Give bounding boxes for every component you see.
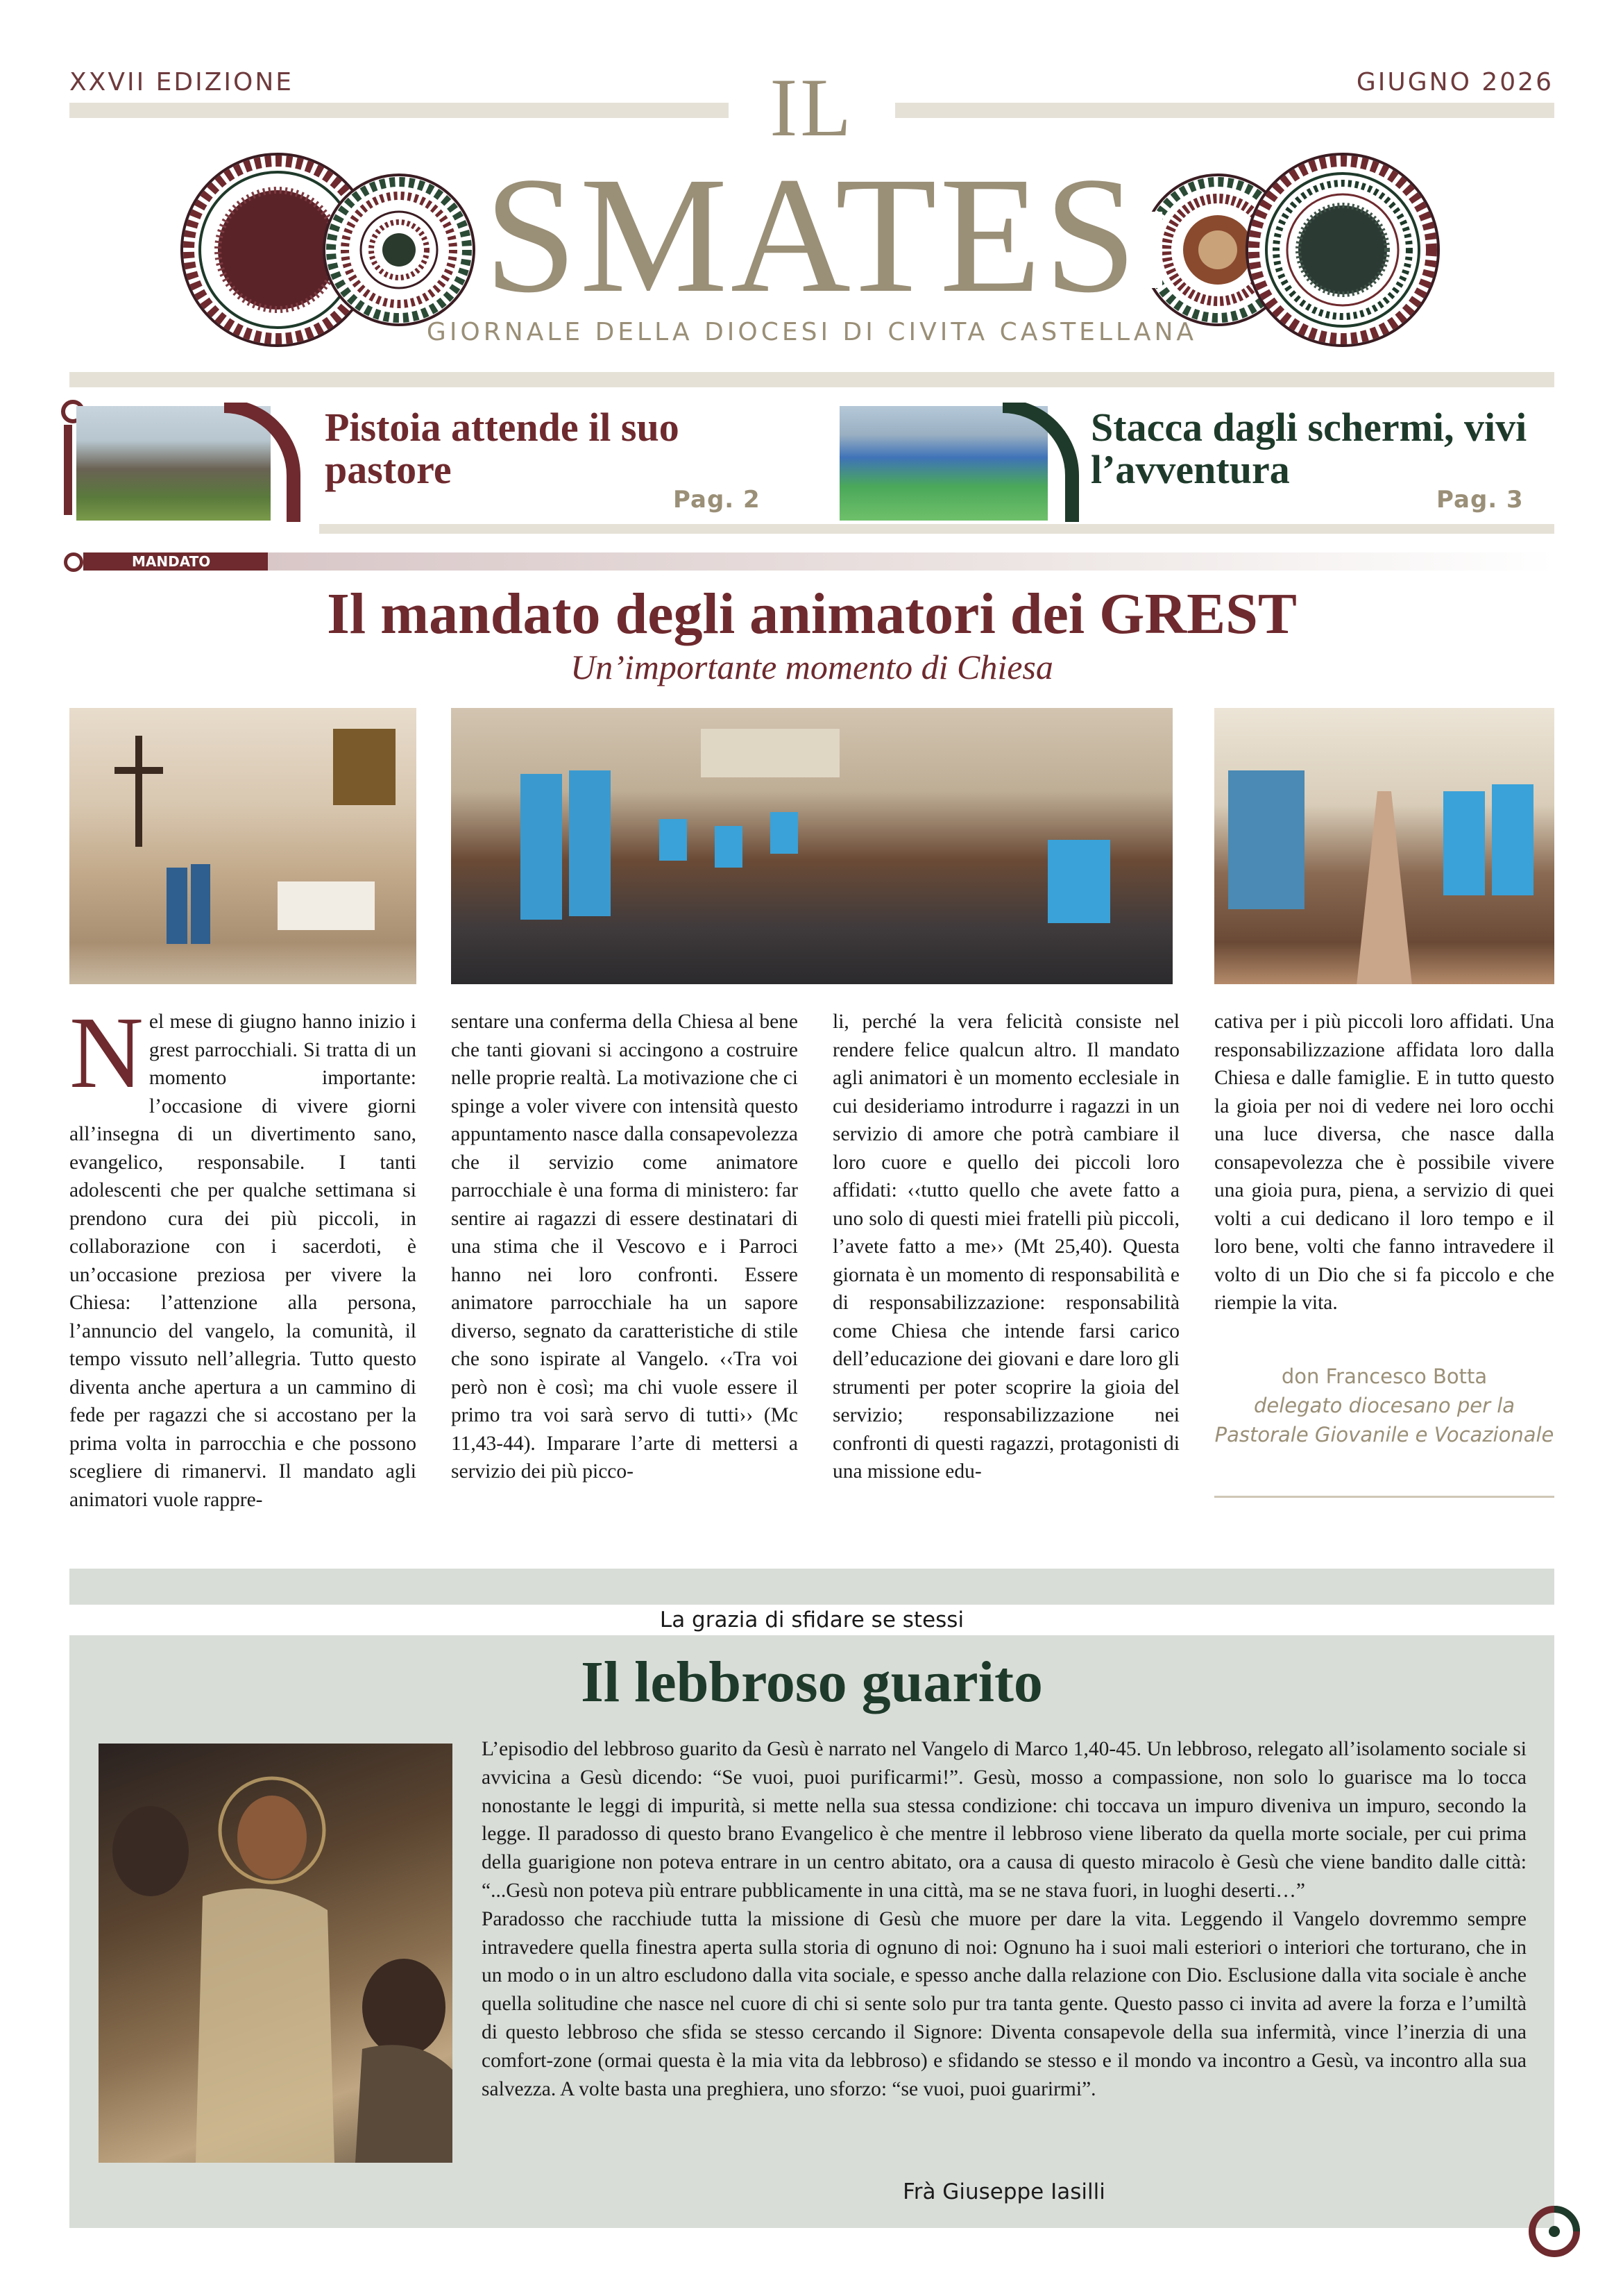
section-bullet-icon [64, 552, 83, 572]
teaser-arc-decoration [999, 403, 1082, 524]
author-role-line-1: delegato diocesano per la [1253, 1394, 1515, 1417]
masthead-bottom-band [69, 372, 1554, 387]
teaser-title: Stacca dagli schermi, vivi l’avventura [1091, 405, 1527, 492]
teaser-title: Pistoia attende il suo pastore [325, 405, 679, 492]
painting-jesus-leper [99, 1744, 452, 2163]
story-kicker: La grazia di sfidare se stessi [69, 1605, 1554, 1635]
masthead-subtitle: GIORNALE DELLA DIOCESI DI CIVITA CASTELLANA [426, 318, 1198, 346]
masthead-title: SMATES [484, 142, 1140, 327]
author-name: don Francesco Botta [1281, 1365, 1488, 1388]
story-paragraph: L’episodio del lebbroso guarito da Gesù è narrato nel Vangelo di Marco 1,40-45. Un lebbroso, relegato all’isolamento sociale si avvicina a Gesù dicendo: “Se vuoi, puoi purificarmi!”. Gesù, mosso a compassione, non solo lo guarisce ma lo tocca nonostante le leggi di impurità, si mette nella sua stessa condizione: chi toccava un impuro diveniva un impuro, secondo la legge. Il paradosso di questo brano Evangelico è che mentre il lebbroso viene liberato da quella morte sociale, per cui prima della guarigione non poteva entrare in un centro abitato, ora a causa di questo miracolo è Gesù che viene bandito dalle città: “...Gesù non poteva più entrare pubblicamente in una città, ma se ne stava fuori, in luoghi deserti…” [482, 1738, 1527, 1902]
masthead-band-right [895, 103, 1554, 118]
article-column-3: li, perché la vera felicità consiste nel rendere felice qualcun altro. Il mandato agli animatori è un momento ecclesiale in cui desideriamo introdurre i ragazzi in un servizio di amore che potrà cambiare il loro cuore e quello dei piccoli loro affidati: ‹‹tutto quello che avete fatto a uno solo di questi miei fratelli più piccoli, l’avete fatto a me›› (Mt 25,40). Questa giornata è un momento di responsabilità e di responsabilizzazione: responsabilità come Chiesa che intende farsi carico dell’educazione dei giovani e dare loro gli strumenti per poter scoprire la gioia del servizio; responsabilizzazione nei confronti di questi ragazzi, protagonisti di una missione edu- [833, 1011, 1180, 1483]
page-corner-logo-icon [1527, 2204, 1582, 2259]
author-role-line-2: Pastorale Giovanile e Vocazionale [1214, 1423, 1554, 1446]
cross-icon [69, 708, 416, 984]
teaser-bottom-band [319, 524, 1554, 534]
column-text: el mese di giugno hanno inizio i grest parrocchiali. Si tratta di un momento importante: l’occasione di vivere giorni all’insegna di un divertimento sano, evangelico, responsabile. I tanti adolescenti che per qualche settimana si prendono cura dei più piccoli, in collaborazione con i sacerdoti, è un’occasione preziosa per vivere la Chiesa: l’attenzione alla persona, l’annuncio del vangelo, la comunità, il tempo vissuto nell’allegria. Tutto questo diventa anche apertura a un cammino di fede per ragazzi che si accostano per la prima volta in parrocchia e che possono scegliere di rimanervi. Il mandato agli animatori vuole rappre- [69, 1011, 416, 1511]
congregation-illustration [451, 708, 1173, 984]
drop-cap: N [69, 996, 144, 1110]
teaser-arc-decoration [221, 403, 304, 524]
cosmatesque-circle-right [1242, 149, 1443, 351]
issue-date: GIUGNO 2026 [1356, 68, 1554, 96]
photo-altar [69, 708, 416, 984]
painting-illustration [99, 1744, 452, 2163]
teaser-accent-bar [64, 425, 72, 515]
story-author: Frà Giuseppe Iasilli [903, 2179, 1105, 2204]
edition-label: XXVII EDIZIONE [69, 68, 294, 96]
story-title: Il lebbroso guarito [581, 1650, 1043, 1714]
section-tag-band [268, 552, 1555, 571]
masthead-il: IL [770, 61, 854, 153]
teaser-page: Pag. 2 [673, 486, 760, 514]
article-title: Il mandato degli animatori dei GREST [327, 582, 1297, 646]
article-column-4: cativa per i più piccoli loro affidati. Una responsabilizzazione affidata loro dalla Chiesa e dalle famiglie. E in tutto questo la gioia per noi di vedere nei loro occhi una luce diversa, che nasce dalla consapevolezza che è possibile vivere una gioia pura, piena, a servizio di quei volti a cui dedicano il loro tempo e il loro bene, volti che fanno intravedere il volto di un Dio che si fa piccolo e che riempie la vita. [1214, 1011, 1554, 1314]
article-signature [1214, 1362, 1554, 1449]
article-column-2: sentare una conferma della Chiesa al bene che tanti giovani si accingono a costruire nelle proprie realtà. La motivazione che ci spinge a voler vivere con intensità questo appuntamento nasce dalla consapevolezza che il servizio come animatore parrocchiale è una forma di ministero: far sentire ai ragazzi di essere destinatari di una stima che il Vescovo e i Parroci hanno nei loro confronti. Essere animatore parrocchiale ha un sapore diverso, segnato da caratteristiche di stile che sono ispirate al Vangelo. ‹‹Tra voi però non è così; ma chi vuole essere il primo tra voi sarà servo di tutti›› (Mc 11,43-44). Imparare l’arte di mettersi a servizio dei più picco- [451, 1011, 798, 1483]
teaser-page: Pag. 3 [1436, 486, 1524, 514]
article-column-1 [69, 996, 416, 1535]
section-tag: MANDATO [83, 552, 268, 571]
masthead-band-left [69, 103, 729, 118]
photo-nave [1214, 708, 1554, 984]
story-body [482, 1735, 1527, 2103]
article-subtitle: Un’importante momento di Chiesa [570, 648, 1053, 686]
photo-congregation [451, 708, 1173, 984]
signature-divider [1214, 1496, 1554, 1498]
nave-illustration [1214, 708, 1554, 984]
cosmatesque-circle-small-left [319, 170, 479, 330]
story-paragraph: Paradosso che racchiude tutta la missione di Gesù che muore per dare la vita. Leggendo il Vangelo dovremmo sempre intravedere quella finestra aperta sulla storia di ognuno di noi: Ognuno ha i suoi mali esteriori o interiori che torturano, che in un modo o in un altro escludono dalla vita sociale, e spesso anche dalla relazione con Dio. Esclusione dalla vita sociale è anche quella solitudine che nasce nel cuore di chi si sente solo pur tra tanta gente. Questo passo ci invita ad avere la forza e l’umiltà di questo lebbroso che sfida se stesso cercando il Signore: Diventa consapevole della sua infermità, vince l’inerzia di una comfort-zone (ormai questa è la mia vita da lebbroso) e sfidando se stesso e il mondo va incontro a Gesù, va incontro alla sua salvezza. A volte basta una preghiera, uno sforzo: “se vuoi, puoi guarirmi”. [482, 1907, 1527, 2100]
